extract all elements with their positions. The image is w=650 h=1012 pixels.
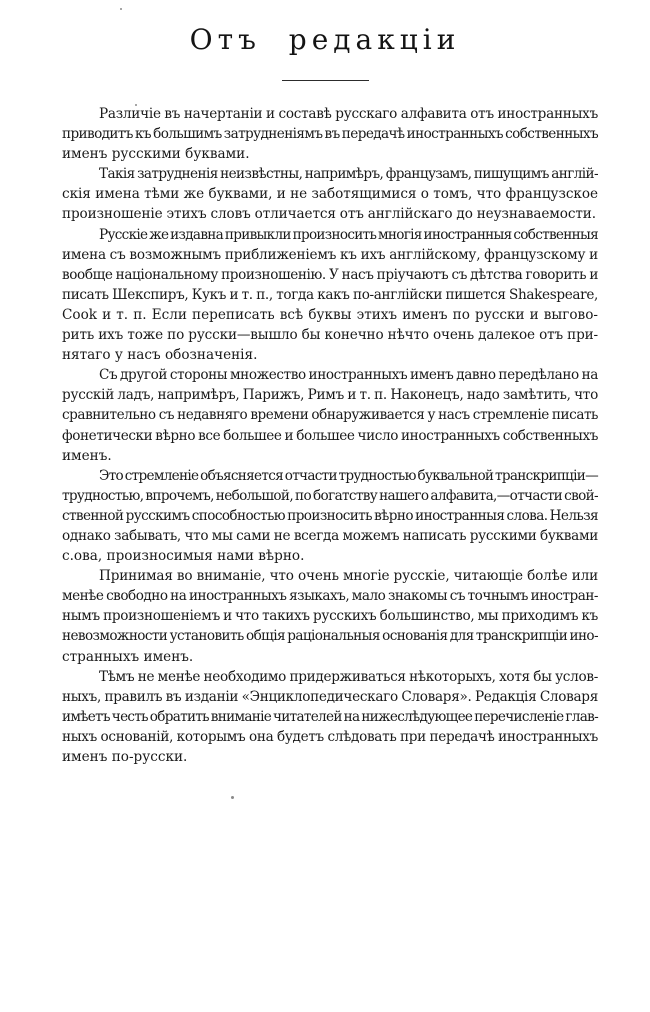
text-line: ственной русскимъ способностью произносить вѣрно иностранныя слова. Нельзя — [62, 507, 598, 524]
text-line: Принимая во вниманіе, что очень многіе русскіе, читающіе болѣе или — [99, 568, 598, 585]
text-line: странныхъ именъ. — [62, 648, 194, 665]
paragraph — [62, 566, 598, 666]
text-line: Это стремленіе объясняется отчасти трудностью буквальной транскрипціи— — [99, 467, 598, 484]
text-line: писать Шекспиръ, Кукъ и т. п., тогда какъ по-англійски пишется Shakespeare, — [62, 286, 598, 303]
text-line: однако забывать, что мы сами не всегда можемъ написать русскими буквами — [62, 527, 598, 544]
scan-speck — [120, 8, 122, 10]
text-line: имена съ возможнымъ приближеніемъ къ ихъ англійскому, французскому и — [62, 246, 598, 263]
scan-speck — [135, 104, 137, 106]
title-divider — [282, 80, 369, 81]
text-line: ныхъ основаній, которымъ она будетъ слѣдовать при передачѣ иностранныхъ — [62, 728, 598, 745]
paragraph — [62, 164, 598, 224]
text-line: нятаго у насъ обозначенія. — [62, 347, 258, 364]
text-line: именъ русскими буквами. — [62, 146, 250, 163]
scan-speck — [231, 796, 234, 799]
paragraph — [62, 104, 598, 164]
text-line: Русскіе же издавна привыкли произносить многія иностранныя собственныя — [99, 226, 598, 243]
paragraphs-container — [62, 104, 598, 767]
text-line: рить ихъ тоже по русски—вышло бы конечно нѣчто очень далекое отъ при- — [62, 327, 598, 344]
text-line: невозможности установить общія раціональныя основанія для транскрипціи ино- — [62, 628, 598, 645]
text-line: с.ова, произносимыя нами вѣрно. — [62, 548, 305, 565]
page-title: Отъ редакціи — [189, 23, 461, 56]
text-line: Тѣмъ не менѣе необходимо придерживаться нѣкоторыхъ, хотя бы услов- — [99, 668, 598, 685]
text-line: ныхъ, правилъ въ изданіи «Энциклопедическаго Словаря». Редакція Словаря — [62, 688, 598, 705]
text-line: произношеніе этихъ словъ отличается отъ англійскаго до неузнаваемости. — [62, 206, 596, 223]
text-line: сравнительно съ недавняго времени обнаруживается у насъ стремленіе писать — [62, 407, 598, 424]
text-line: именъ по-русски. — [62, 749, 188, 765]
paragraph — [62, 667, 598, 767]
text-line: русскій ладъ, напримѣръ, Парижъ, Римъ и т. п. Наконецъ, надо замѣтить, что — [62, 387, 599, 404]
text-line: скія имена тѣми же буквами, и не заботящимися о томъ, что французское — [62, 186, 598, 203]
text-line: вообще національному произношенію. У насъ пріучаютъ съ дѣтства говорить и — [62, 266, 598, 283]
text-line: менѣе свободно на иностранныхъ языкахъ, мало знакомы съ точнымъ иностран- — [62, 588, 598, 605]
text-line: именъ. — [62, 447, 112, 464]
text-line: Cook и т. п. Если переписать всѣ буквы этихъ именъ по русски и выгово- — [62, 306, 598, 323]
text-line: имѣетъ честь обратить вниманіе читателей на нижеслѣдующее перечисленіе глав- — [62, 708, 598, 725]
text-line: нымъ произношеніемъ и что такихъ русскихъ большинство, мы приходимъ къ — [62, 608, 598, 625]
text-line: приводитъ къ большимъ затрудненіямъ въ передачѣ иностранныхъ собственныхъ — [62, 126, 598, 143]
paragraph — [62, 365, 598, 465]
text-line: Такія затрудненія неизвѣстны, напримѣръ, французамъ, пишущимъ англій- — [99, 166, 598, 183]
text-line: Различіе въ начертаніи и составѣ русскаго алфавита отъ иностранныхъ — [99, 106, 598, 122]
paragraph — [62, 225, 598, 366]
text-line: фонетически вѣрно все большее и большее число иностранныхъ собственныхъ — [62, 427, 598, 444]
text-line: Съ другой стороны множество иностранныхъ именъ давно передѣлано на — [99, 367, 598, 384]
text-line: трудностью, впрочемъ, небольшой, по богатству нашего алфавита,—отчасти свой- — [62, 487, 598, 504]
paragraph — [62, 466, 598, 566]
